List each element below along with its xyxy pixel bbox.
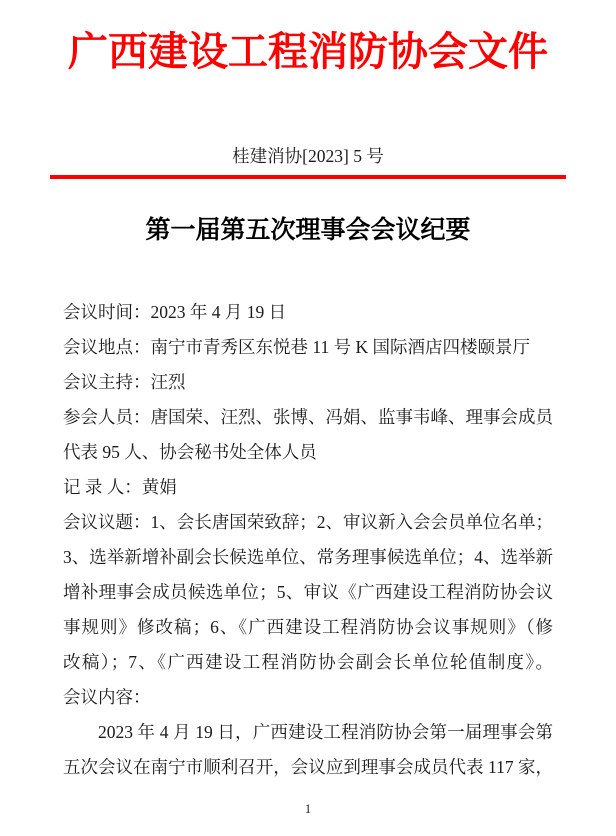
body-line-agenda-1: 会议议题：1、会长唐国荣致辞；2、审议新入会会员单位名单；: [63, 512, 553, 532]
doc-title: 第一届第五次理事会会议纪要: [145, 216, 471, 244]
body-line-content-1: 2023 年 4 月 19 日，广西建设工程消防协会第一届理事会第: [98, 722, 553, 742]
body-line-attendees-1: 参会人员：唐国荣、汪烈、张博、冯娟、监事韦峰、理事会成员: [63, 407, 553, 427]
org-title: 广西建设工程消防协会文件: [68, 29, 548, 74]
doc-number: 桂建消协[2023] 5 号: [232, 146, 384, 166]
body-line-recorder: 记 录 人：黄娟: [63, 477, 177, 497]
body-line-agenda-3: 增补理事会成员候选单位；5、审议《广西建设工程消防协会议: [63, 582, 553, 602]
body-line-agenda-2: 3、选举新增补副会长候选单位、常务理事候选单位；4、选举新: [63, 547, 553, 567]
body-text: [63, 295, 553, 785]
body-line-content-label: 会议内容：: [63, 687, 151, 707]
body-line-content-2: 五次会议在南宁市顺利召开，会议应到理事会成员代表 117 家，: [63, 757, 553, 777]
body-line-agenda-4: 事规则》修改稿；6、《广西建设工程消防协会议事规则》（修: [63, 617, 553, 637]
body-line-agenda-5: 改稿）；7、《广西建设工程消防协会副会长单位轮值制度》。: [63, 652, 553, 672]
body-line-meeting-host: 会议主持：汪烈: [63, 372, 186, 392]
body-line-meeting-place: 会议地点：南宁市青秀区东悦巷 11 号 K 国际酒店四楼颐景厅: [63, 337, 530, 357]
red-divider-rule: [50, 175, 566, 179]
body-line-meeting-time: 会议时间：2023 年 4 月 19 日: [63, 302, 287, 322]
body-line-attendees-2: 代表 95 人、协会秘书处全体人员: [63, 442, 317, 462]
page-number: 1: [304, 802, 312, 816]
